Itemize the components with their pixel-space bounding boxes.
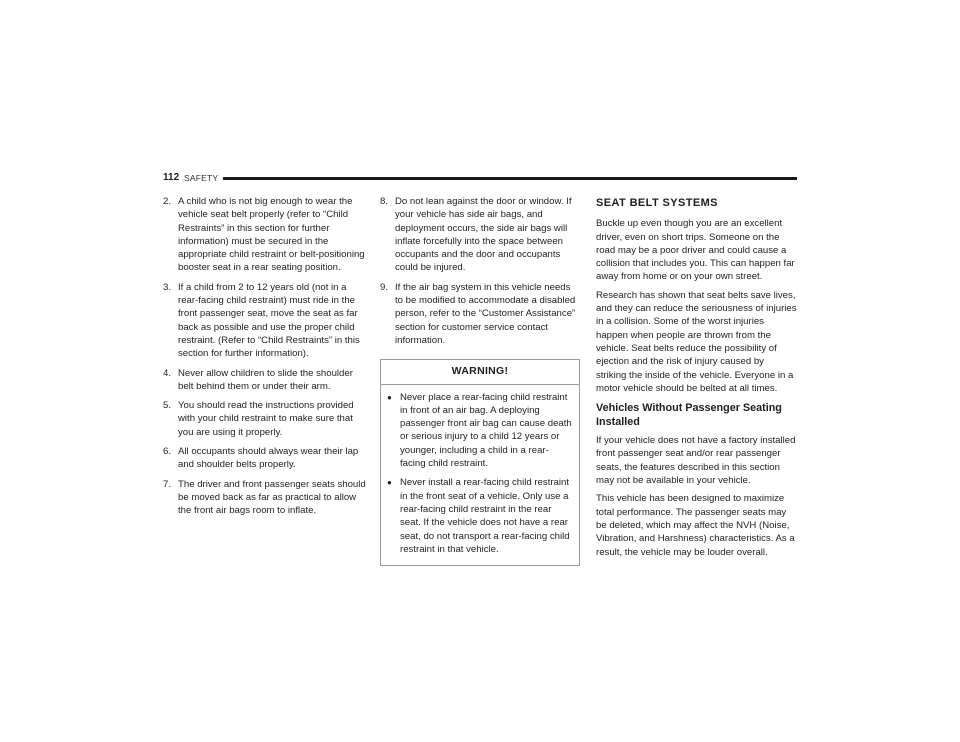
warning-text: Never install a rear-facing child restraint in the front seat of a vehicle. Only use a rear-facing child restraint in the rear seat. If the vehicle does not have a rear seat, do not transport a rear-facing child restraint in that vehicle. (400, 477, 570, 555)
list-text: All occupants should always wear their lap and shoulder belts properly. (178, 446, 359, 471)
list-text: A child who is not big enough to wear the vehicle seat belt properly (refer to “Child Restraints” in this section for further information) must be secured in the appropriate child restraint or belt-positioning booster seat in a rear seating position. (178, 196, 365, 274)
list-text: Never allow children to slide the shoulder belt behind them or under their arm. (178, 367, 353, 392)
numbered-list (380, 195, 580, 347)
list-item (163, 478, 367, 518)
section-name: SAFETY (184, 173, 219, 183)
numbered-list (163, 195, 367, 518)
list-number: 8. (380, 196, 389, 207)
list-number: 7. (163, 478, 172, 490)
warning-item (386, 476, 574, 556)
list-item (380, 195, 580, 275)
page-header (163, 172, 797, 186)
header-rule (223, 177, 797, 180)
warning-text: Never place a rear-facing child restraint in front of an air bag. A deploying passenger front air bag can cause death or serious injury to a child 12 years or younger, including a child in a rear-facing child restraint. (400, 391, 572, 470)
column-middle (380, 195, 580, 566)
list-text: If a child from 2 to 12 years old (not in a rear-facing child restraint) must ride in the front passenger seat, move the seat as far back as possible and use the proper child restraint. (Refer to “Child Restraints” in this section for further information). (178, 281, 360, 360)
list-number: 4. (163, 367, 172, 379)
list-item (163, 367, 367, 394)
list-item (163, 445, 367, 472)
page-number: 112 (163, 172, 180, 183)
column-right (596, 195, 797, 564)
subsection-title: Vehicles Without Passenger Seating Installed (596, 402, 782, 429)
warning-title: WARNING! (381, 360, 579, 384)
list-number: 2. (163, 196, 172, 207)
list-text: The driver and front passenger seats should be moved back as far as practical to allow the front air bags room to inflate. (178, 478, 366, 517)
list-text: Do not lean against the door or window. If your vehicle has side air bags, and deployment occurs, the side air bags will inflate forcefully into the space between occupants and the door and occupants could be injured. (395, 196, 572, 274)
list-text: You should read the instructions provided with your child restraint to make sure that you are using it properly. (178, 400, 354, 438)
list-number: 9. (380, 281, 389, 293)
paragraph: Buckle up even though you are an excellent driver, even on short trips. Someone on the road may be a poor driver and could cause a collision that includes you. This can happen far away from home or on your own street. (596, 218, 795, 283)
warning-body (381, 385, 579, 566)
paragraph: This vehicle has been designed to maximize total performance. The passenger seats may be deleted, which may affect the NVH (Noise, Vibration, and Harshness) characteristics. As a result, the vehicle may be louder overall. (596, 493, 795, 558)
bullet-icon: ● (387, 478, 392, 488)
list-text: If the air bag system in this vehicle needs to be modified to accommodate a disabled person, refer to the “Customer Assistance” section for customer service contact information. (395, 281, 576, 346)
warning-item (386, 391, 574, 471)
list-number: 3. (163, 281, 172, 293)
paragraph: Research has shown that seat belts save lives, and they can reduce the seriousness of injuries in a collision. Some of the worst injuries happen when people are thrown from the vehicle. Seat belts reduce the possibility of ejection and the risk of injury caused by striking the inside of the vehicle. Everyone in a motor vehicle should be belted at all times. (596, 289, 797, 394)
list-item (380, 281, 580, 347)
bullet-icon: ● (387, 392, 392, 402)
column-left (163, 195, 367, 524)
warning-box (380, 359, 580, 566)
list-number: 5. (163, 400, 172, 412)
paragraph: If your vehicle does not have a factory installed front passenger seat and/or rear passenger seats, the features described in this section may not be available in your vehicle. (596, 435, 796, 487)
list-item (163, 195, 367, 275)
list-number: 6. (163, 446, 172, 458)
list-item (163, 399, 367, 439)
section-title: SEAT BELT SYSTEMS (596, 197, 718, 209)
list-item (163, 281, 367, 361)
